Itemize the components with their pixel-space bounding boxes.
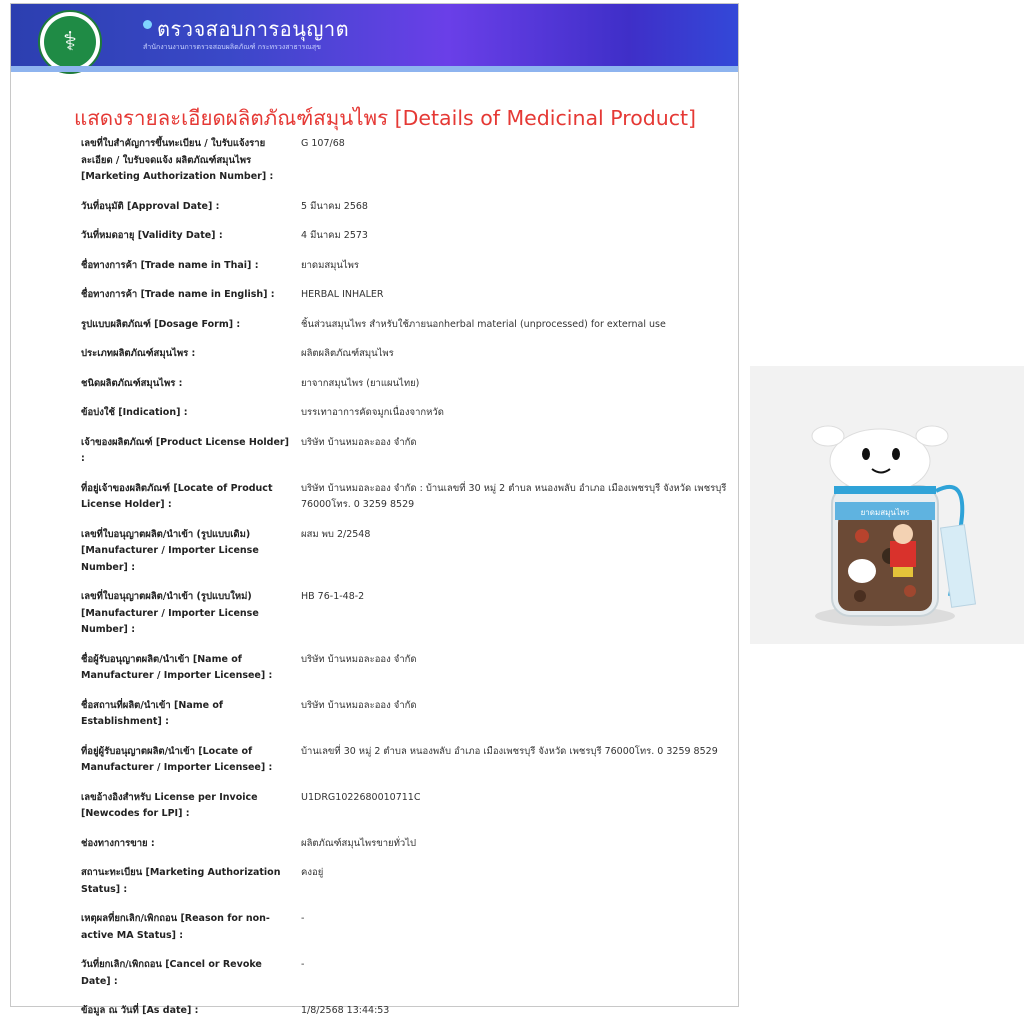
detail-row [81,744,731,777]
detail-value: U1DRG1022680010711C [301,791,421,803]
detail-label: ชนิดผลิตภัณฑ์สมุนไพร : [81,377,183,389]
detail-label: ข้อบ่งใช้ [Indication] : [81,407,188,418]
site-banner [11,4,738,66]
detail-row [81,405,731,422]
detail-value: - [301,913,305,924]
detail-row [81,790,731,823]
detail-label: ที่อยู่ผู้รับอนุญาตผลิต/นำเข้า [Locate of Manufacturer / Importer Licensee] : [81,745,273,773]
details-card [10,3,739,1016]
detail-row [81,957,731,990]
detail-label: ชื่อทางการค้า [Trade name in English] : [81,289,275,300]
detail-row [81,1003,731,1020]
detail-row [81,865,731,898]
detail-value: 5 มีนาคม 2568 [301,200,368,212]
detail-row [81,376,731,393]
detail-value: 4 มีนาคม 2573 [301,230,368,241]
product-photo [750,366,1024,644]
detail-value: ผลิตภัณฑ์สมุนไพรขายทั่วไป [301,837,417,849]
jar-label-text: ยาดมสมุนไพร [860,508,910,517]
detail-value: บรรเทาอาการคัดจมูกเนื่องจากหวัด [301,407,444,418]
detail-label: ช่องทางการขาย : [81,837,155,849]
detail-row [81,258,731,275]
site-title: ตรวจสอบการอนุญาต [157,17,350,41]
detail-label: เลขอ้างอิงสำหรับ License per Invoice [Newcodes for LPI] : [81,791,258,819]
bullet-icon [143,20,152,29]
detail-row [81,911,731,944]
detail-row [81,836,731,853]
detail-row [81,652,731,685]
detail-row [81,698,731,731]
detail-value: 1/8/2568 13:44:53 [301,1005,390,1016]
detail-value: บ้านเลขที่ 30 หมู่ 2 ตำบล หนองพลับ อำเภอ เมืองเพชรบุรี จังหวัด เพชรบุรี 76000โทร. 0 3259 8529 [301,745,718,757]
detail-value: - [301,959,305,970]
detail-row [81,317,731,334]
site-subtitle: สำนักงานงานการตรวจสอบผลิตภัณฑ์ กระทรวงสาธารณสุข [143,43,321,51]
detail-label: ที่อยู่เจ้าของผลิตภัณฑ์ [Locate of Product License Holder] : [81,482,273,510]
page-title: แสดงรายละเอียดผลิตภัณฑ์สมุนไพร [Details of Medicinal Product] [74,106,697,130]
detail-row [81,481,731,514]
banner-divider [11,66,738,72]
ministry-logo[interactable] [38,10,102,74]
detail-value: ผสม พบ 2/2548 [301,528,371,540]
detail-row [81,527,731,577]
detail-label: ชื่อทางการค้า [Trade name in Thai] : [81,259,259,271]
detail-label: ชื่อผู้รับอนุญาตผลิต/นำเข้า [Name of Manufacturer / Importer Licensee] : [81,653,273,681]
detail-value: ยาดมสมุนไพร [301,259,360,271]
detail-label: เจ้าของผลิตภัณฑ์ [Product License Holder] : [81,436,289,464]
detail-row [81,287,731,304]
detail-row [81,435,731,468]
herbal-inhaler-jar-image [750,366,1024,644]
detail-label: เลขที่ใบอนุญาตผลิต/นำเข้า (รูปแบบใหม่) [Manufacturer / Importer License Number] : [81,591,259,635]
detail-value: HERBAL INHALER [301,289,384,300]
detail-value: G 107/68 [301,138,345,149]
detail-value: บริษัท บ้านหมอละออง จำกัด : บ้านเลขที่ 30 หมู่ 2 ตำบล หนองพลับ อำเภอ เมืองเพชรบุรี จังหวัด เพชรบุรี 76000โทร. 0 3259 8529 [301,482,727,510]
detail-label: เลขที่ใบสำคัญการขึ้นทะเบียน / ใบรับแจ้งรายละเอียด / ใบรับจดแจ้ง ผลิตภัณฑ์สมุนไพร [Marketing Authorization Number] : [81,138,274,182]
detail-value: คงอยู่ [301,867,324,878]
detail-row [81,228,731,245]
detail-value: บริษัท บ้านหมอละออง จำกัด [301,653,417,665]
detail-value: ผลิตผลิตภัณฑ์สมุนไพร [301,348,394,359]
detail-value: บริษัท บ้านหมอละออง จำกัด [301,436,417,448]
detail-label: สถานะทะเบียน [Marketing Authorization Status] : [81,867,281,895]
detail-value: ยาจากสมุนไพร (ยาแผนไทย) [301,377,420,389]
detail-value: บริษัท บ้านหมอละออง จำกัด [301,699,417,711]
detail-row [81,136,731,186]
detail-row [81,589,731,639]
detail-row [81,346,731,363]
details-list [81,136,731,1033]
caduceus-icon: ⚕ [44,16,96,68]
detail-label: วันที่ยกเลิก/เพิกถอน [Cancel or Revoke Date] : [81,959,262,987]
detail-label: วันที่หมดอายุ [Validity Date] : [81,230,223,241]
detail-label: รูปแบบผลิตภัณฑ์ [Dosage Form] : [81,318,241,330]
detail-label: ประเภทผลิตภัณฑ์สมุนไพร : [81,348,196,359]
detail-row [81,199,731,216]
detail-value: HB 76-1-48-2 [301,591,365,602]
detail-label: เลขที่ใบอนุญาตผลิต/นำเข้า (รูปแบบเดิม) [Manufacturer / Importer License Number] : [81,528,259,573]
detail-value: ชิ้นส่วนสมุนไพร สำหรับใช้ภายนอกherbal material (unprocessed) for external use [301,318,666,330]
detail-label: เหตุผลที่ยกเลิก/เพิกถอน [Reason for non-active MA Status] : [81,913,270,941]
detail-label: ข้อมูล ณ วันที่ [As date] : [81,1005,199,1016]
detail-label: ชื่อสถานที่ผลิต/นำเข้า [Name of Establishment] : [81,699,224,727]
detail-label: วันที่อนุมัติ [Approval Date] : [81,200,220,212]
